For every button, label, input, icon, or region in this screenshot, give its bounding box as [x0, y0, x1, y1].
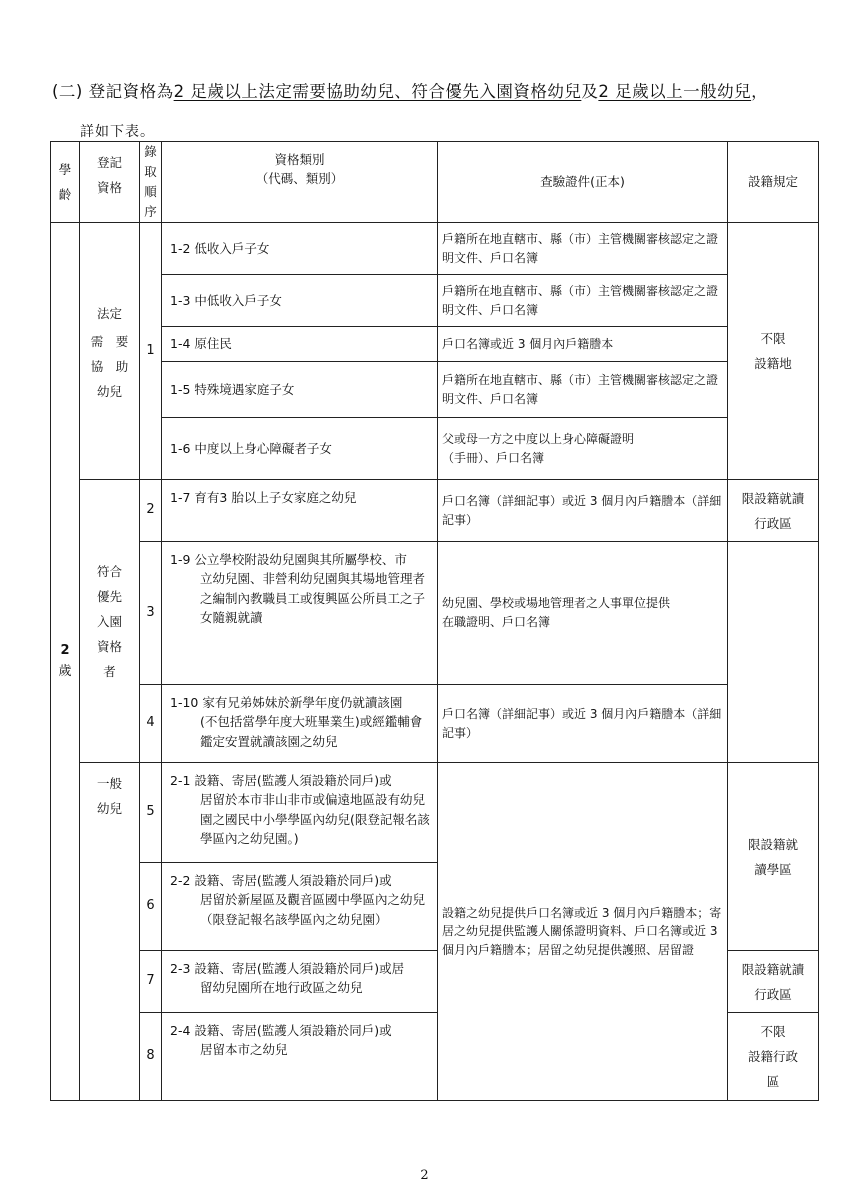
group-general: 一般 幼兒 [80, 763, 140, 1101]
category-1-7: 1-7 育有3 胎以上子女家庭之幼兒 [162, 480, 438, 542]
header-registration: 登記 資格 [80, 142, 140, 223]
category-2-2: 2-2 設籍、寄居(監護人須設籍於同戶)或 居留於新屋區及觀音區國中學區內之幼兒（限登記報名該學區內之幼兒園） [162, 863, 438, 951]
rule-3: 限設籍就 讀學區 [728, 763, 819, 951]
evidence-1-5: 戶籍所在地直轄市、縣（市）主管機關審核認定之證明文件、戶口名簿 [438, 362, 728, 418]
evidence-general: 設籍之幼兒提供戶口名簿或近 3 個月內戶籍謄本；寄居之幼兒提供監護人關係證明資料、戶口名簿或近 3 個月內戶籍謄本；居留之幼兒提供護照、居留證 [438, 763, 728, 1101]
category-1-4: 1-4 原住民 [162, 327, 438, 362]
category-1-6: 1-6 中度以上身心障礙者子女 [162, 418, 438, 480]
order-7: 7 [140, 951, 162, 1013]
category-1-2: 1-2 低收入戶子女 [162, 223, 438, 275]
group-priority: 符合 優先 入園 資格 者 [80, 480, 140, 763]
header-rule: 設籍規定 [728, 142, 819, 223]
heading-line-2: 詳如下表。 [80, 124, 155, 140]
evidence-1-9: 幼兒園、學校或場地管理者之人事單位提供 在職證明、戶口名簿 [438, 542, 728, 685]
evidence-1-7: 戶口名簿（詳細記事）或近 3 個月內戶籍謄本（詳細記事） [438, 480, 728, 542]
section-heading [52, 78, 768, 102]
table-row [51, 418, 819, 480]
table-row [51, 275, 819, 327]
header-order: 錄 取 順 序 [140, 142, 162, 223]
rule-empty [728, 542, 819, 763]
table-row [51, 480, 819, 542]
header-evidence: 查驗證件(正本) [438, 142, 728, 223]
category-1-5: 1-5 特殊境遇家庭子女 [162, 362, 438, 418]
heading-prefix: (二) 登記資格為 [52, 82, 174, 101]
evidence-1-3: 戶籍所在地直轄市、縣（市）主管機關審核認定之證明文件、戶口名簿 [438, 275, 728, 327]
rule-1: 不限 設籍地 [728, 223, 819, 480]
order-3: 3 [140, 542, 162, 685]
page-number: 2 [420, 1168, 429, 1183]
category-2-1: 2-1 設籍、寄居(監護人須設籍於同戶)或 居留於本市非山非市或偏遠地區設有幼兒園之國民中小學學區內幼兒(限登記報名該學區內之幼兒園。) [162, 763, 438, 863]
rule-2: 限設籍就讀 行政區 [728, 480, 819, 542]
order-5: 5 [140, 763, 162, 863]
order-8: 8 [140, 1013, 162, 1101]
table-row [51, 223, 819, 275]
order-6: 6 [140, 863, 162, 951]
group-legal: 法定 需 要 協 助 幼兒 [80, 223, 140, 480]
evidence-1-2: 戶籍所在地直轄市、縣（市）主管機關審核認定之證明文件、戶口名簿 [438, 223, 728, 275]
order-4: 4 [140, 685, 162, 763]
heading-suffix: ， [751, 82, 769, 101]
header-category: 資格類別 （代碼、類別） [162, 142, 438, 223]
table-row [51, 327, 819, 362]
category-2-3: 2-3 設籍、寄居(監護人須設籍於同戶)或居 留幼兒園所在地行政區之幼兒 [162, 951, 438, 1013]
header-row [51, 142, 819, 223]
age-cell: 2 歲 [51, 223, 80, 1101]
order-1: 1 [140, 223, 162, 480]
table-row [51, 542, 819, 685]
evidence-1-4: 戶口名簿或近 3 個月內戶籍謄本 [438, 327, 728, 362]
rule-4: 限設籍就讀 行政區 [728, 951, 819, 1013]
category-1-10: 1-10 家有兄弟姊妹於新學年度仍就讀該園 (不包括當學年度大班畢業生)或經鑑輔會鑑定安置就讀該園之幼兒 [162, 685, 438, 763]
header-age: 學 齡 [51, 142, 80, 223]
table-row [51, 685, 819, 763]
heading-mid: 及 [581, 82, 599, 101]
rule-5: 不限 設籍行政 區 [728, 1013, 819, 1101]
evidence-1-6: 父或母一方之中度以上身心障礙證明 （手冊）、戶口名簿 [438, 418, 728, 480]
category-1-9: 1-9 公立學校附設幼兒園與其所屬學校、市 立幼兒園、非營利幼兒園與其場地管理者之編制內教職員工或復興區公所員工之子女隨親就讀 [162, 542, 438, 685]
category-2-4: 2-4 設籍、寄居(監護人須設籍於同戶)或 居留本市之幼兒 [162, 1013, 438, 1101]
qualification-table [50, 141, 819, 1101]
heading-underlined-2: 2 足歲以上一般幼兒 [598, 82, 752, 101]
table-row [51, 362, 819, 418]
category-1-3: 1-3 中低收入戶子女 [162, 275, 438, 327]
table-row [51, 763, 819, 863]
evidence-1-10: 戶口名簿（詳細記事）或近 3 個月內戶籍謄本（詳細記事） [438, 685, 728, 763]
order-2: 2 [140, 480, 162, 542]
heading-underlined-1: 2 足歲以上法定需要協助幼兒、符合優先入園資格幼兒 [173, 82, 582, 101]
